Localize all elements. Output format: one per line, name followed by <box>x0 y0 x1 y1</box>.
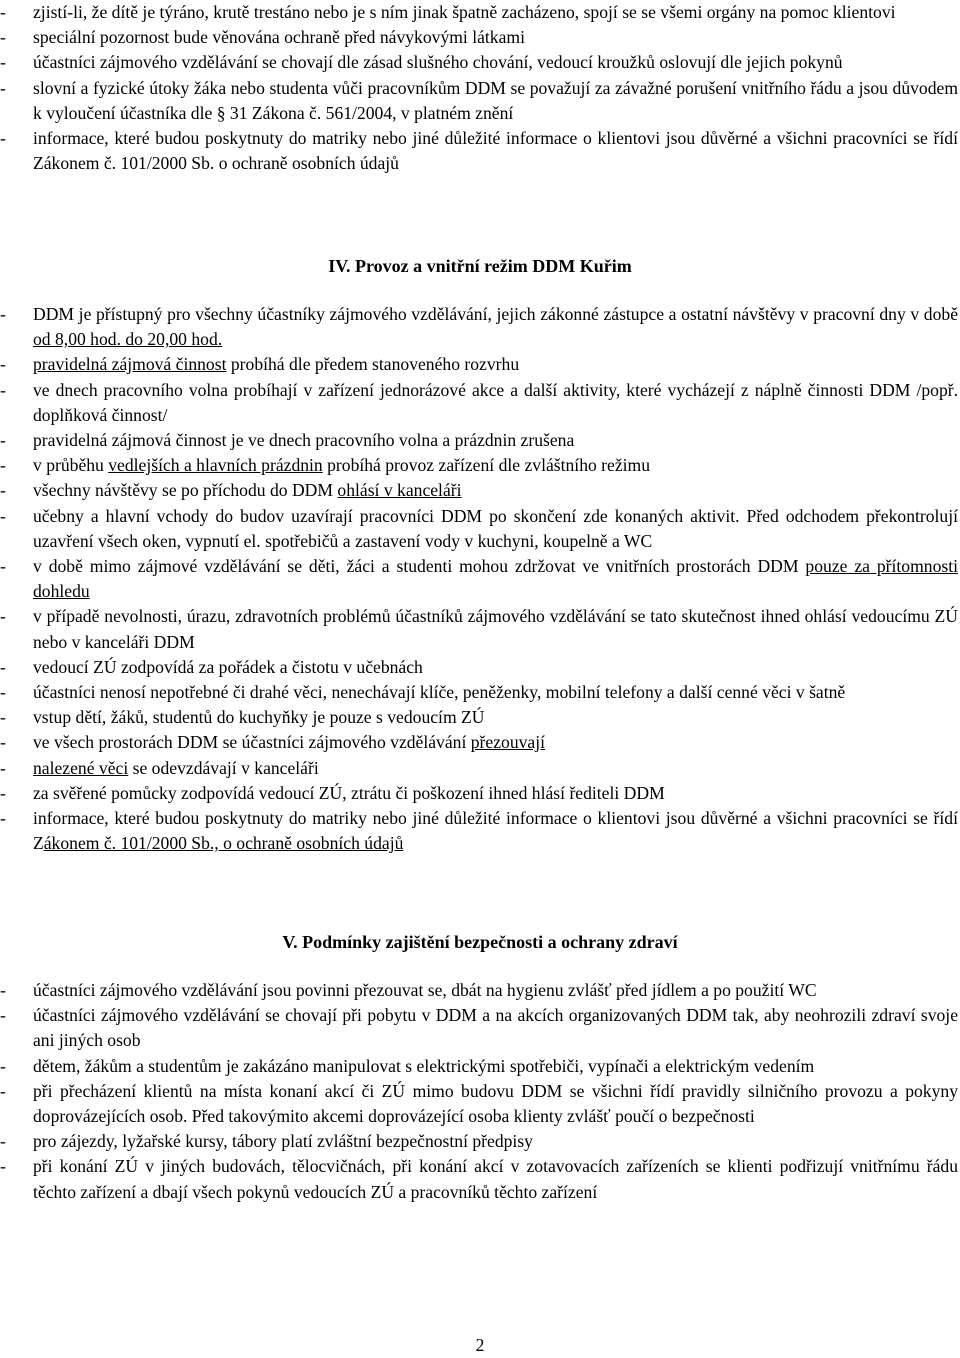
list-item: - v době mimo zájmové vzdělávání se děti, žáci a studenti mohou zdržovat ve vnitřních prostorách DDM pouze za přítomnosti dohledu <box>0 556 958 602</box>
underlined-text: pouze za přítomnosti dohledu <box>33 556 958 602</box>
list-item: - slovní a fyzické útoky žáka nebo studenta vůči pracovníkům DDM se považují za závažné porušení vnitřního řádu a jsou důvodem k vyloučení účastníka dle § 31 Zákona č. 561/2004, v platném znění <box>0 77 958 123</box>
list-item: - v případě nevolnosti, úrazu, zdravotních problémů účastníků zájmového vzdělávání se tato skutečnost ihned ohlásí vedoucímu ZÚ nebo v kanceláři DDM <box>0 606 958 652</box>
page-number: 2 <box>475 1335 485 1355</box>
list-item: - vedoucí ZÚ zodpovídá za pořádek a čistotu v učebnách <box>0 656 423 677</box>
list-item: - všechny návštěvy se po příchodu do DDM ohlásí v kanceláři <box>0 480 462 501</box>
list-item: - pro zájezdy, lyžařské kursy, tábory platí zvláštní bezpečnostní předpisy <box>0 1131 533 1152</box>
list-item: - účastníci zájmového vzdělávání se chovají při pobytu v DDM a na akcích organizovaných DDM tak, aby neohrozili zdraví svoje ani jiných osob <box>0 1005 958 1051</box>
list-item: - nalezené věci se odevzdávají v kanceláři <box>0 757 319 778</box>
list-item: - účastníci nenosí nepotřebné či drahé věci, nenechávají klíče, peněženky, mobilní telefony a další cenné věci v šatně <box>0 682 846 703</box>
list-item: - ve všech prostorách DDM se účastníci zájmového vzdělávání přezouvají <box>0 732 545 753</box>
list-item: - informace, které budou poskytnuty do matriky nebo jiné důležité informace o klientovi jsou důvěrné a všichni pracovníci se řídí Zákonem č. 101/2000 Sb. o ochraně osobních údajů <box>0 128 958 174</box>
section-heading: IV. Provoz a vnitřní režim DDM Kuřim <box>328 256 632 276</box>
underlined-text: od 8,00 hod. do 20,00 hod. <box>33 329 223 350</box>
section-iv <box>0 254 960 856</box>
list-item: - ve dnech pracovního volna probíhají v zařízení jednorázové akce a další aktivity, které vycházejí z náplně činnosti DDM /popř. doplňková činnost/ <box>0 379 958 425</box>
list-item: - účastníci zájmového vzdělávání jsou povinni přezouvat se, dbát na hygienu zvlášť před jídlem a po použití WC <box>0 980 817 1000</box>
list-item: - při přecházení klientů na místa konaní akcí či ZÚ mimo budovu DDM se všichni řídí pravidly silničního provozu a pokyny doprovázejících osob. Před takovýmito akcemi doprovázející osoba klienty zvlášť poučí o bezpečnosti <box>0 1080 958 1127</box>
underlined-text: přezouvají <box>470 732 545 753</box>
list-item: - pravidelná zájmová činnost je ve dnech pracovního volna a prázdnin zrušena <box>0 430 575 451</box>
list-item: - učebny a hlavní vchody do budov uzavírají pracovníci DDM po skončení zde konaných aktivit. Před odchodem překontrolují uzavření všech oken, vypnutí el. spotřebičů a zastavení vody v kuchyni, koupelně a WC <box>0 505 958 551</box>
list-item: - za svěřené pomůcky zodpovídá vedoucí ZÚ, ztrátu či poškození ihned hlásí řediteli DDM <box>0 782 665 803</box>
underlined-text: pravidelná zájmová činnost <box>33 354 227 375</box>
list-item: - účastníci zájmového vzdělávání se chovají dle zásad slušného chování, vedoucí kroužků oslovují dle jejich pokynů <box>0 52 843 73</box>
underlined-text: ákonem č. 101/2000 Sb., o ochraně osobních údajů <box>43 833 404 854</box>
underlined-text: nalezené věci <box>33 757 129 778</box>
list-item: - informace, které budou poskytnuty do matriky nebo jiné důležité informace o klientovi jsou důvěrné a všichni pracovníci se řídí Zákonem č. 101/2000 Sb., o ochraně osobních údajů <box>0 808 958 854</box>
list-item: - v průběhu vedlejších a hlavních prázdnin probíhá provoz zařízení dle zvláštního režimu <box>0 455 651 476</box>
section-v <box>0 930 960 1205</box>
underlined-text: vedlejších a hlavních prázdnin <box>108 455 323 476</box>
list-item: - při konání ZÚ v jiných budovách, tělocvičnách, při konání akcí v zotavovacích zařízeních se klienti podřizují vnitřnímu řádu těchto zařízení a dbají všech pokynů vedoucích ZÚ a pracovníků těchto zařízení <box>0 1156 958 1202</box>
underlined-text: ohlásí v kanceláři <box>337 480 462 501</box>
list-item: - pravidelná zájmová činnost probíhá dle předem stanoveného rozvrhu <box>0 354 520 375</box>
list-item: - vstup dětí, žáků, studentů do kuchyňky je pouze s vedoucím ZÚ <box>0 707 485 728</box>
list-item: - speciální pozornost bude věnována ochraně před návykovými látkami <box>0 27 525 48</box>
top-list <box>0 0 960 176</box>
list-item: - dětem, žákům a studentům je zakázáno manipulovat s elektrickými spotřebiči, vypínači a elektrickým vedením <box>0 1055 815 1076</box>
list-item: - DDM je přístupný pro všechny účastníky zájmového vzdělávání, jejich zákonné zástupce a ostatní návštěvy v pracovní dny v době od 8,00 hod. do 20,00 hod. <box>0 304 958 350</box>
list-item: - zjistí-li, že dítě je týráno, krutě trestáno nebo je s ním jinak špatně zacházeno, spojí se se všemi orgány na pomoc klientovi <box>0 2 896 22</box>
section-heading: V. Podmínky zajištění bezpečnosti a ochrany zdraví <box>282 932 678 952</box>
